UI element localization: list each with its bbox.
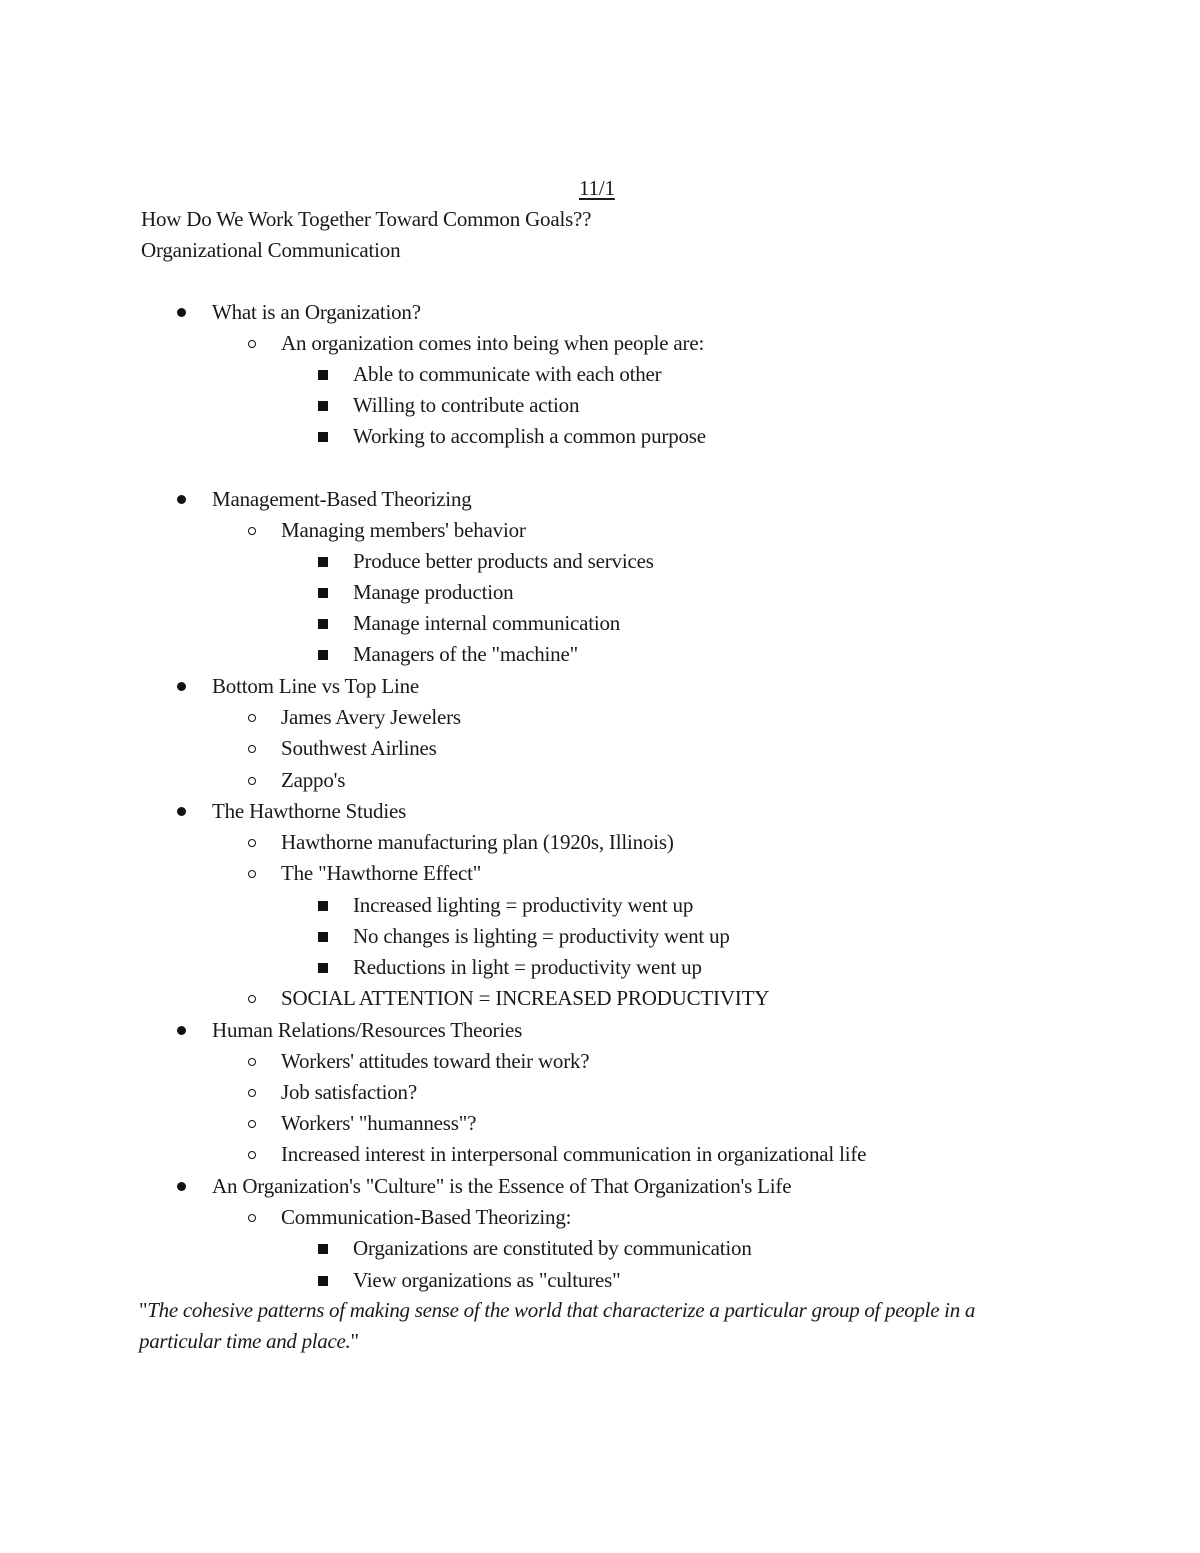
outline-subsubitem-label: Willing to contribute action (353, 393, 580, 417)
bullet-square-icon (318, 901, 328, 911)
bullet-dot-icon (177, 1182, 186, 1191)
outline-subitem (247, 858, 481, 889)
quote-close-mark: " (350, 1329, 359, 1353)
bullet-square-icon (318, 1276, 328, 1286)
outline-subsubitem (317, 359, 661, 390)
outline-subitem (247, 1108, 476, 1139)
bullet-ring-icon (248, 839, 256, 847)
outline-subitem (247, 827, 674, 858)
bullet-ring-icon (248, 1058, 256, 1066)
bullet-dot-icon (177, 495, 186, 504)
bullet-square-icon (318, 401, 328, 411)
outline-subitem (247, 1077, 417, 1108)
bullet-square-icon (318, 370, 328, 380)
outline-item-label: What is an Organization? (212, 300, 421, 324)
bullet-square-icon (318, 932, 328, 942)
outline-subitem (247, 733, 437, 764)
outline-subsubitem-label: No changes is lighting = productivity went up (353, 924, 730, 948)
outline-subitem (247, 983, 769, 1014)
bullet-ring-icon (248, 1214, 256, 1222)
outline-item (176, 796, 406, 827)
outline-subitem-label: James Avery Jewelers (281, 705, 461, 729)
bullet-ring-icon (248, 1089, 256, 1097)
outline-subitem-label: Workers' "humanness"? (281, 1111, 477, 1135)
outline-subsubitem-label: Working to accomplish a common purpose (353, 424, 706, 448)
outline-subsubitem (317, 577, 513, 608)
outline-item-label: Bottom Line vs Top Line (212, 674, 420, 698)
outline-item (176, 1171, 791, 1202)
quote-text: The cohesive patterns of making sense of the world that characterize a particular group of people in a particular time and place. (139, 1298, 976, 1353)
bullet-dot-icon (177, 308, 186, 317)
outline-subsubitem-label: Manage internal communication (353, 611, 621, 635)
page-title: How Do We Work Together Toward Common Goals?? (141, 207, 592, 231)
outline-subsubitem-label: Able to communicate with each other (353, 362, 662, 386)
bullet-ring-icon (248, 1151, 256, 1159)
outline-subitem-label: The "Hawthorne Effect" (281, 861, 482, 885)
page-subtitle: Organizational Communication (141, 238, 401, 262)
bullet-ring-icon (248, 777, 256, 785)
outline-subsubitem-label: Reductions in light = productivity went up (353, 955, 702, 979)
outline-subitem (247, 328, 704, 359)
outline-subsubitem (317, 546, 654, 577)
outline-item (176, 297, 421, 328)
bullet-square-icon (318, 557, 328, 567)
outline-subsubitem-label: Increased lighting = productivity went up (353, 893, 694, 917)
bullet-square-icon (318, 963, 328, 973)
outline-subitem-label: Hawthorne manufacturing plan (1920s, Illinois) (281, 830, 674, 854)
outline-subsubitem (317, 390, 579, 421)
quote-open-mark: " (139, 1298, 148, 1322)
outline-subitem-label: Job satisfaction? (281, 1080, 417, 1104)
outline-item (176, 1015, 522, 1046)
bullet-ring-icon (248, 340, 256, 348)
bullet-ring-icon (248, 870, 256, 878)
outline-subitem-label: Southwest Airlines (281, 736, 437, 760)
outline-subsubitem (317, 608, 620, 639)
outline-subsubitem-label: Manage production (353, 580, 514, 604)
outline-subitem-label: SOCIAL ATTENTION = INCREASED PRODUCTIVITY (281, 986, 770, 1010)
outline-item (176, 484, 472, 515)
bullet-ring-icon (248, 714, 256, 722)
outline-subitem-label: Workers' attitudes toward their work? (281, 1049, 590, 1073)
bullet-square-icon (318, 650, 328, 660)
note-date: 11/1 (579, 176, 615, 200)
bullet-square-icon (318, 619, 328, 629)
outline-subsubitem-label: Organizations are constituted by communication (353, 1236, 752, 1260)
outline-subitem-label: Communication-Based Theorizing: (281, 1205, 572, 1229)
bullet-dot-icon (177, 1026, 186, 1035)
outline-subitem (247, 1139, 866, 1170)
outline-subsubitem (317, 421, 706, 452)
outline-subitem (247, 702, 461, 733)
outline-item (176, 671, 419, 702)
outline-subitem (247, 515, 526, 546)
bullet-ring-icon (248, 1120, 256, 1128)
bullet-square-icon (318, 588, 328, 598)
outline-subitem (247, 1046, 589, 1077)
outline-subsubitem (317, 1233, 752, 1264)
outline-subsubitem (317, 921, 730, 952)
outline-subsubitem-label: Managers of the "machine" (353, 642, 578, 666)
bullet-ring-icon (248, 745, 256, 753)
culture-quote (139, 1295, 1039, 1357)
outline-subsubitem (317, 890, 693, 921)
outline-subitem-label: An organization comes into being when people are: (281, 331, 705, 355)
outline-subitem-label: Managing members' behavior (281, 518, 526, 542)
outline-item-label: Human Relations/Resources Theories (212, 1018, 523, 1042)
outline-subitem-label: Zappo's (281, 768, 346, 792)
bullet-ring-icon (248, 995, 256, 1003)
outline-item-label: An Organization's "Culture" is the Essence of That Organization's Life (212, 1174, 792, 1198)
bullet-dot-icon (177, 807, 186, 816)
outline-subsubitem-label: View organizations as "cultures" (353, 1268, 621, 1292)
outline-subsubitem-label: Produce better products and services (353, 549, 654, 573)
bullet-square-icon (318, 1244, 328, 1254)
outline-item-label: The Hawthorne Studies (212, 799, 407, 823)
bullet-ring-icon (248, 527, 256, 535)
outline-subsubitem (317, 639, 578, 670)
outline-subsubitem (317, 952, 702, 983)
bullet-square-icon (318, 432, 328, 442)
outline-subitem (247, 1202, 571, 1233)
bullet-dot-icon (177, 682, 186, 691)
outline-subitem-label: Increased interest in interpersonal communication in organizational life (281, 1142, 867, 1166)
outline-item-label: Management-Based Theorizing (212, 487, 472, 511)
outline-subitem (247, 765, 345, 796)
outline-subsubitem (317, 1265, 620, 1296)
